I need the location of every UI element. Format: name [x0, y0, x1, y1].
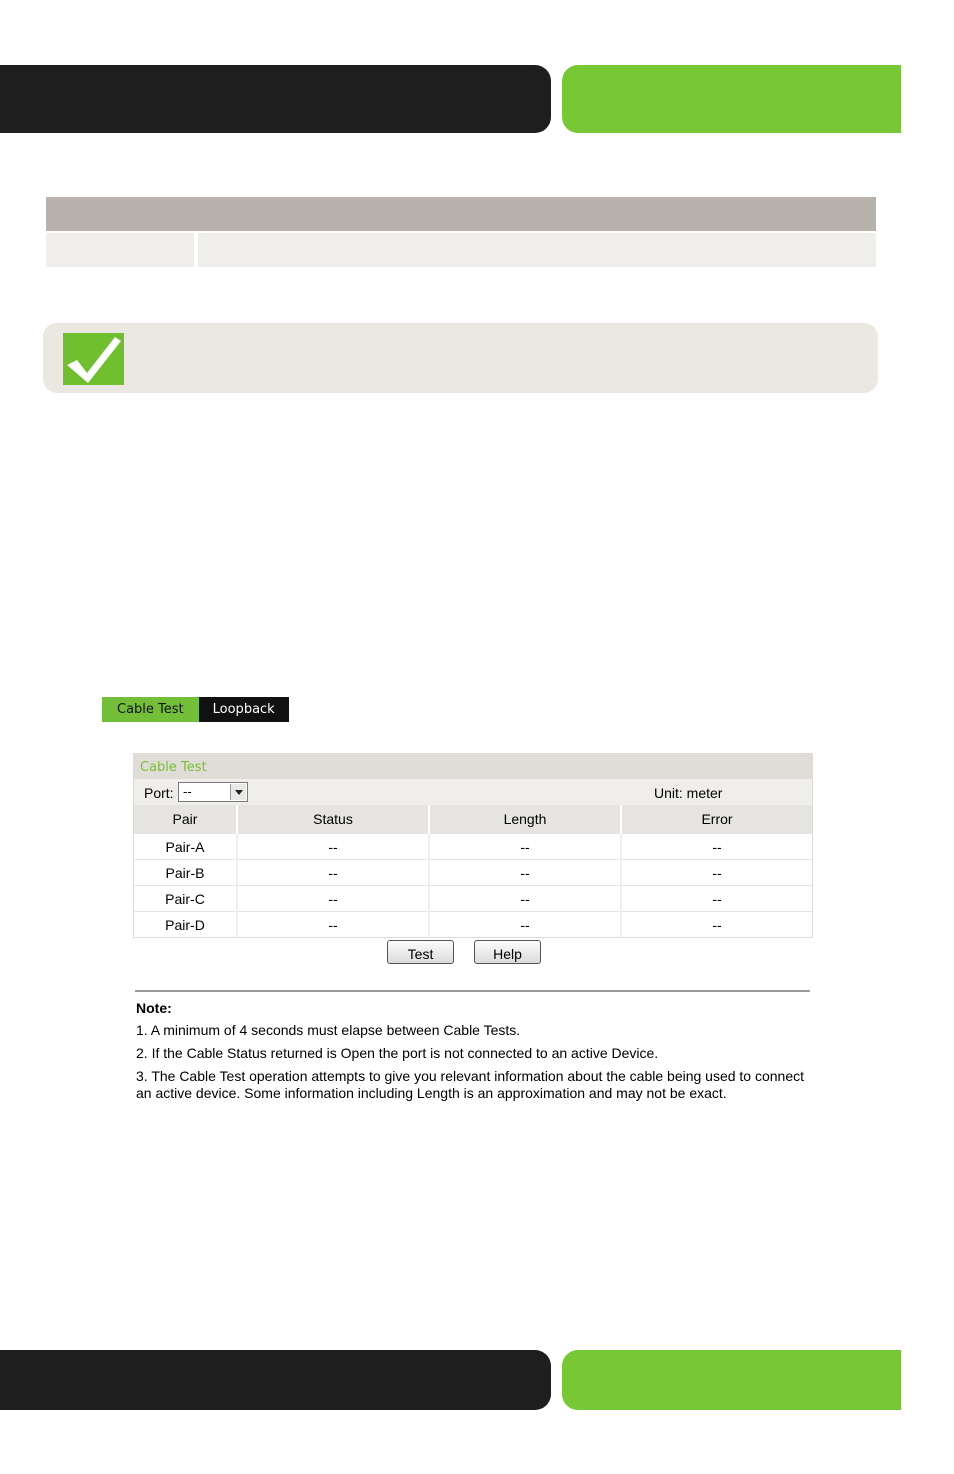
length-cell: --	[429, 860, 621, 886]
status-cell: --	[237, 860, 429, 886]
note-title: Note:	[136, 1000, 172, 1016]
pair-table	[134, 805, 812, 937]
port-label: Port:	[144, 785, 174, 801]
footer-dark-bar	[0, 1350, 551, 1410]
error-cell: --	[621, 860, 812, 886]
tab-cable-test[interactable]: Cable Test	[102, 697, 199, 722]
error-cell: --	[621, 886, 812, 912]
note-line: 1. A minimum of 4 seconds must elapse between Cable Tests.	[136, 1022, 521, 1038]
header-green-bar	[562, 65, 901, 133]
help-button[interactable]: Help	[474, 940, 541, 964]
column-header-pair: Pair	[134, 805, 237, 834]
info-table-header	[46, 197, 876, 231]
info-table-row	[46, 233, 876, 267]
length-cell: --	[429, 834, 621, 860]
table-header-row	[134, 805, 812, 834]
note-line: 2. If the Cable Status returned is Open the port is not connected to an active Device.	[136, 1045, 659, 1061]
error-cell: --	[621, 912, 812, 938]
table-row	[134, 886, 812, 912]
info-table-cell	[198, 233, 876, 267]
column-header-status: Status	[237, 805, 429, 834]
error-cell: --	[621, 834, 812, 860]
length-cell: --	[429, 912, 621, 938]
port-select-value: --	[183, 784, 192, 799]
port-row	[134, 779, 812, 805]
cable-test-panel	[133, 753, 813, 938]
table-row	[134, 834, 812, 860]
footer-green-bar	[562, 1350, 901, 1410]
table-row	[134, 860, 812, 886]
pair-cell: Pair-B	[134, 860, 237, 886]
status-cell: --	[237, 886, 429, 912]
length-cell: --	[429, 886, 621, 912]
unit-label: Unit: meter	[654, 785, 723, 801]
checkmark-icon	[63, 333, 124, 385]
pair-cell: Pair-D	[134, 912, 237, 938]
button-row	[0, 940, 954, 966]
note-line: 3. The Cable Test operation attempts to give you relevant information about the cable being used to connect an active device. Some information including Length is an approximation and may not be exact.	[136, 1068, 805, 1101]
panel-title: Cable Test	[134, 754, 812, 779]
tip-box	[43, 323, 878, 393]
column-header-length: Length	[429, 805, 621, 834]
status-cell: --	[237, 834, 429, 860]
pair-cell: Pair-A	[134, 834, 237, 860]
pair-cell: Pair-C	[134, 886, 237, 912]
chevron-down-icon[interactable]	[230, 784, 246, 800]
table-row	[134, 912, 812, 938]
info-table	[46, 197, 876, 267]
note-divider	[135, 990, 810, 992]
port-select[interactable]	[178, 782, 248, 802]
column-header-error: Error	[621, 805, 812, 834]
header-dark-bar	[0, 65, 551, 133]
test-button[interactable]: Test	[387, 940, 454, 964]
info-table-cell	[46, 233, 194, 267]
status-cell: --	[237, 912, 429, 938]
note-section	[136, 1000, 816, 1108]
tab-bar	[102, 697, 289, 722]
tab-loopback[interactable]: Loopback	[199, 697, 289, 722]
